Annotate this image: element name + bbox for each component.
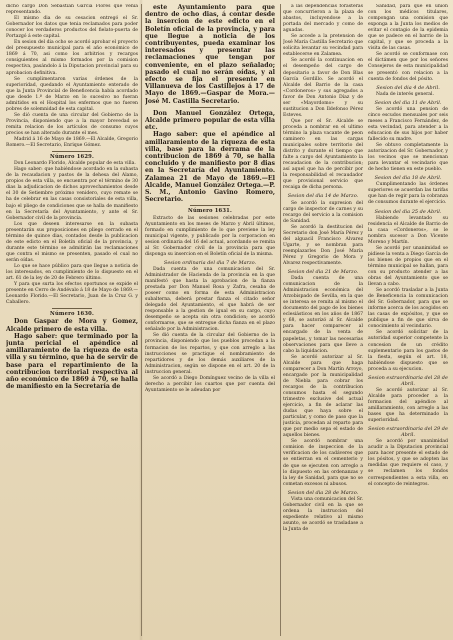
body-paragraph: Habiendo levantado su residencia el Alcalde de Barrio de la casa «Cordoneros», se le nombra sucesor a Don Vicente Moreno y Martín. [368,215,448,245]
body-paragraph: Se acordó solicitar de la autoridad superior competente la concesion de un crédito suplementario para los gastos de la fiesta, según el art. 18, habiéndose dispuesto que se proceda a su ejecucion. [368,330,448,372]
body-paragraph: Se acordó se conformase con el dictámen que por los señores Consejeros de esta municipalidad se presentó con relacion a la cuenta de fondos del pósito. [368,52,448,82]
session-heading: Sesion del dia 4 de Abril. [376,84,440,91]
body-paragraph: Se acordó a Diego Domínguez vecino de la villa el derecho a percibir los cuartos que por cuenta del Ayuntamiento se le adeudan por [145,375,275,393]
body-paragraph: Hago saber: que habiéndose acordado en la subasta de la recaudacion y pastos de la dehesa del Alamo, propios de esta villa, se encuentra por el término de 30 dias la adjudicacion de dichos aprovechamientos desde el 30 de Setiembre próximo venidero, cuyo remate se ha de celebrar en las casas consistoriales de esta villa, bajo el pliego de condiciones que se halla de manifiesto en la Secretaría del Ayuntamiento, y ante el Sr. Gobernador civil de la provincia. [6,167,138,221]
body-paragraph: Se acordó autorizar al Sr. Alcalde para proceder a la formacion del apéndice al amillaramiento, con arreglo a las bases que ha determinado la superioridad. [368,387,448,424]
body-paragraph: Madrid á 16 de Mayo de 1869.—El Alcalde, Gregorio Romero.—El Secretario, Enrique Gómez. [6,137,138,149]
column-2 [145,4,275,636]
session-heading: Sesion extraordinaria del 29 de Abril. [368,426,448,439]
session-heading: Sesion extraordinaria del 28 de Abril. [368,374,448,387]
section-separator [52,308,92,309]
column-3 [283,4,363,636]
body-paragraph: Y para que surta los efectos oportunos se expide el presente en Cerro de Andévalo á 18 de Mayo de 1869.—Leonardo Florido.—El Secretario, Juan de la Cruz G. y Caballero. [6,282,138,306]
body-paragraph: Don Leonardo Florido, Alcalde popular de esta villa. [14,161,136,167]
body-paragraph: Dada cuenta de una comunicacion del Sr. Administrador de Hacienda de la provincia en la que manifestó que hasta la aprobacion de la fianza prestada por Don Manuel Rosa y Zafra, cesaba de poseer como en forma de esta Administracion subalterna, deberá prestar fianza el citado señor delegado del Ayuntamiento, el que habrá de ser responsable a la gestion de igual en su cargo, cuyo desempeño se acepta sin otra condicion; se acordó conformarse, que se entregue dicha fianza en el plazo señalado por la Administracion. [145,266,275,333]
body-paragraph: Se acordó nombrar una comision de inspeccion de la verificacion de los cadáveres que se entierran en el cementerio y de que se ejecuten con arreglo a lo dispuesto en las ordenanzas y la ley de Sanidad, para que no se cometan excesos ni abusos. [283,439,363,487]
body-paragraph: Se acordó por unanimidad acudir a la Diputacion provincial para hacer presente el estado de los pósitos, y que se adopten las medidas que requiere el caso, y se reclamen los fondos correspondientes a esta villa, en el concepto de reintegros. [368,439,448,487]
session-heading: Sesion del dia 18 de Abril. [374,175,442,182]
body-paragraph: Se acordó la continuacion en el desempeño del cargo de depositario a favor de Don Blas García Gordillo. Se acordó el Alcalde del Barrio de la casa «Cordoneros» y sus agregados a favor de Don Antonio Díaz y de ser «Mayordomo» y su sustitucion a Don Ildefonso Pérez Esteves. [283,58,363,118]
body-paragraph: Vista una comunicacion del Sr. Gobernador civil en la que se ordena la instruccion del expediente relativo al mismo asunto, se acordó se trasladase a la Junta de [283,496,363,532]
body-paragraph: Sanidad, para que en union con los médicos titulares, compongan una comision que exponga a la Junta los medios de evitar el contagio de la epidemia que se padece en el barrio de la capital, y que se proceda a la visita de las casas. [368,4,448,52]
session-heading: Sesion ordinaria del dia 7 de Marzo. [163,259,257,266]
body-paragraph: Lo que se hace público para que llegue a noticia de los interesados, en cumplimiento de lo dispuesto en el art. 61 de la ley de 20 de Febrero último. [6,263,138,282]
body-paragraph: Cumplimentando las órdenes superiores se acuerdan las tarifas que han de regir para la cobranza de consumos durante el ejercicio. [368,182,448,206]
body-paragraph: Se acordó por unanimidad se pidiese la venta a Diego García de los bienes de propios que en el término municipal se hallan, para con su producto atender a las obras del Ayuntamiento que se llevan a cabo. [368,245,448,288]
body-paragraph: El mismo dia de su cesacion entregó el Sr. Gobernador los datos que tenia reclamados para poder conocer los verdaderos productos del fielato-puerta de Portazgó á este capital. [6,16,138,40]
body-paragraph: Se dió cuenta de una circular del Gobierno de la Provincia, disponiendo que a la mayor brevedad se remita relacion de los artículos de consumo cuyos precios se han alterado durante el mes. [6,112,138,136]
edict-paragraph: Hago saber: que el apéndice al amillaramiento de la riqueza de esta villa, base para la derrama de la contribucion de 1869 á 70, se halla concluido y de manifiesto por 8 dias en la Secretaría del Ayuntamiento. Zalamea 21 de Mayo de 1869.—El Alcalde, Manuel González Ortega.—P. S. M., Antonio Gavino Romero, Secretario. [145,131,275,204]
body-paragraph: Se acordó la supresion del cargo de inspector de carnes y su recargo del servicio a la comision de Sanidad. [283,200,363,224]
session-heading: Sesion del dia 28 de Marzo. [287,489,359,496]
body-paragraph: Dada cuenta de una comunicacion de la Administracion económica del Arzobispado de Sevilla, en la que se interesa se remita al mismo el documento del pago de los bienes eclesiásticos en los años de 1867 y 68, se autorizó al Sr. Alcalde para hacer comparecer al encargado de la venta de papeletas, y tomar las necesarias observaciones para que lleve a cabo la liquidacion. [283,276,363,354]
section-separator [190,107,230,108]
body-paragraph: Extracto de las sesiones celebradas por este Ayuntamiento en los meses de Marzo y Abril últimos, formado en cumplimiento de lo que previene la ley municipal vigente, y publicado por la corporacion en sesion ordinaria del 16 del actual, acordando se remita al Sr. Gobernador civil de la provincia para que disponga su insercion en el Boletín oficial de la misma. [145,215,275,257]
section-separator [52,151,92,152]
body-paragraph: Se acordó trasladar a la Junta de Beneficencia la comunicacion del Sr. Gobernador, para que se informe acerca de los acogidos en las casas de expósitos, y que se publique a fin de que sirva de conocimiento al vecindario. [368,288,448,330]
column-rule-2 [280,4,281,636]
body-paragraph: Se cumplimentaron varias órdenes de la superioridad, quedando el Ayuntamiento enterado de que la Junta Provincial de Beneficencia había acordado que desde 1.º de Marzo en lo sucesivo no fueran admitidos en el Hospital los enfermos que no fueren pobres de solemnidad de esta capital. [6,76,138,112]
body-paragraph: En sesion del dia ocho se acordó aprobar el proyecto del presupuesto municipal para el año económico de 1869 á 70, asi como los arbitrios y recargos consiguientes al mismo formados por la comision respectiva, pasándolo á la Diputacion provincial para su aprobacion definitiva. [6,40,138,76]
session-heading: Sesion del dia 14 de Marzo. [287,193,359,200]
session-heading: Sesion del dia 21 de Marzo. [287,269,359,276]
edict-paragraph: Don Gaspar de Mora y Gomez, Alcalde primero de esta villa. [6,318,138,333]
body-paragraph: Los que deseen interesarse en la subasta presentarán sus proposiciones en pliego cerrado en el término de quince dias, contados desde la publicacion de este edicto en el Boletín oficial de la provincia, y durante este término se admitirán las reclamaciones que contra el mismo se presenten, pasado el cual no serán oídas. [6,221,138,263]
edict-paragraph: Hago saber: que terminado por la junta pericial el apéndice al amillaramiento de la riqueza de esta villa y su término, que ha de servir de base para el repartimiento de la contribucion territorial respectiva al año económico de 1869 á 70, se halla de manifiesto en la Secretaría de [6,332,138,391]
body-paragraph: á las dependencias forasteras que concurrieron a la plaza de abastos, incluyendose a la portada del mercado y como de aguadas. [283,4,363,34]
column-rule-1 [141,4,142,636]
body-paragraph: Se accede a la pretension de José María Castilla Secretario que solicita levantar su vecindad para establecerse en Zalamea. [283,34,363,58]
body-paragraph: dicho cargo Don Sebastian Garcia Flores que venia representando. [6,4,138,16]
body-paragraph: Nada de interés general. [376,91,434,97]
session-heading: Sesion del dia 25 de Abril. [374,208,442,215]
notice-number-heading: Número 1630. [50,311,94,318]
edict-paragraph: Don Manuel González Ortega, Alcalde primero popular de esta villa etc. [145,109,275,132]
body-paragraph: Se obtuvo completamente la autorizacion del Sr. Gobernador, y los vecinos que se mencionan para levantar el vecindario que de hecho tienen en este pueblo. [368,143,448,173]
column-1 [6,4,138,636]
body-paragraph: Que por el Sr. Alcalde se proceda a nombrar en el ultimo término la plaza vacante de peon caminero en las cargas municipales sobre territorio del distrito y durante el tiempo que falte a cargo del Ayuntamiento la recaudacion de la contribucion; así aquel que ha de percibir por la responsabilidad el recaudador que provisional servicio que recaiga de dicha persona. [283,118,363,191]
body-paragraph: Se acordó la destitucion del Secretario don José María Pérez y del alguacil Francisco Alvarez Ugarte, y se nombran para reemplazarles Don José María Pérez y Gregorio de Mora y Alvarez respectivamente. [283,224,363,266]
session-heading: Sesion del dia 11 de Abril. [374,99,442,106]
column-4 [368,4,448,636]
notice-number-heading: Número 1631. [188,208,232,215]
notice-number-heading: Número 1629. [50,154,94,161]
body-paragraph: Se dió cuenta de la circular del Gobierno de la provincia, disponiendo que los pueblos procedan a la formacion de los repartos, y que con arreglo a las instrucciones se practique el nombramiento de repartidores y de los demás auxiliares de la Administracion, según se dispone en el art. 20 de la instruccion general. [145,333,275,375]
section-separator [190,205,230,206]
edict-paragraph: este Ayuntamiento para que dentro de ocho dias, á contar desde la insercion de este edicto en el Boletín oficial de la provincia, y para que llegue a noticia de los contribuyentes, pueda examinar los interesados y presentar las reclamaciones que tengan por conveniente, en el plazo señalado; pasado el cual no serán oídas, y al efecto se fija el presente en Villanueva de los Castillejos á 17 de Mayo de 1869.—Gaspar de Mora.—José M. Castilla Secretario. [145,4,275,105]
body-paragraph: Se acordó autorizar al Sr. Alcalde para que haga comparecer a Don Martín Arroyo, encargado por la municipalidad de Niebla para cobrar los recargos de la contribucion consumos hasta el segundo trimestre exclusive del actual ejercicio, a fin de aclarar las dudas que haya sobre el particular, y como de paso que la justicia, procedan al reparto para que por medio sepa el estado de aquellos bienes. [283,354,363,439]
body-paragraph: Se acordó una pension de cinco escudos mensuales por seis meses a Francisco Fernández, de esta vecindad, para atender a la educacion de sus hijos por haber fallecido su madre. [368,106,448,142]
